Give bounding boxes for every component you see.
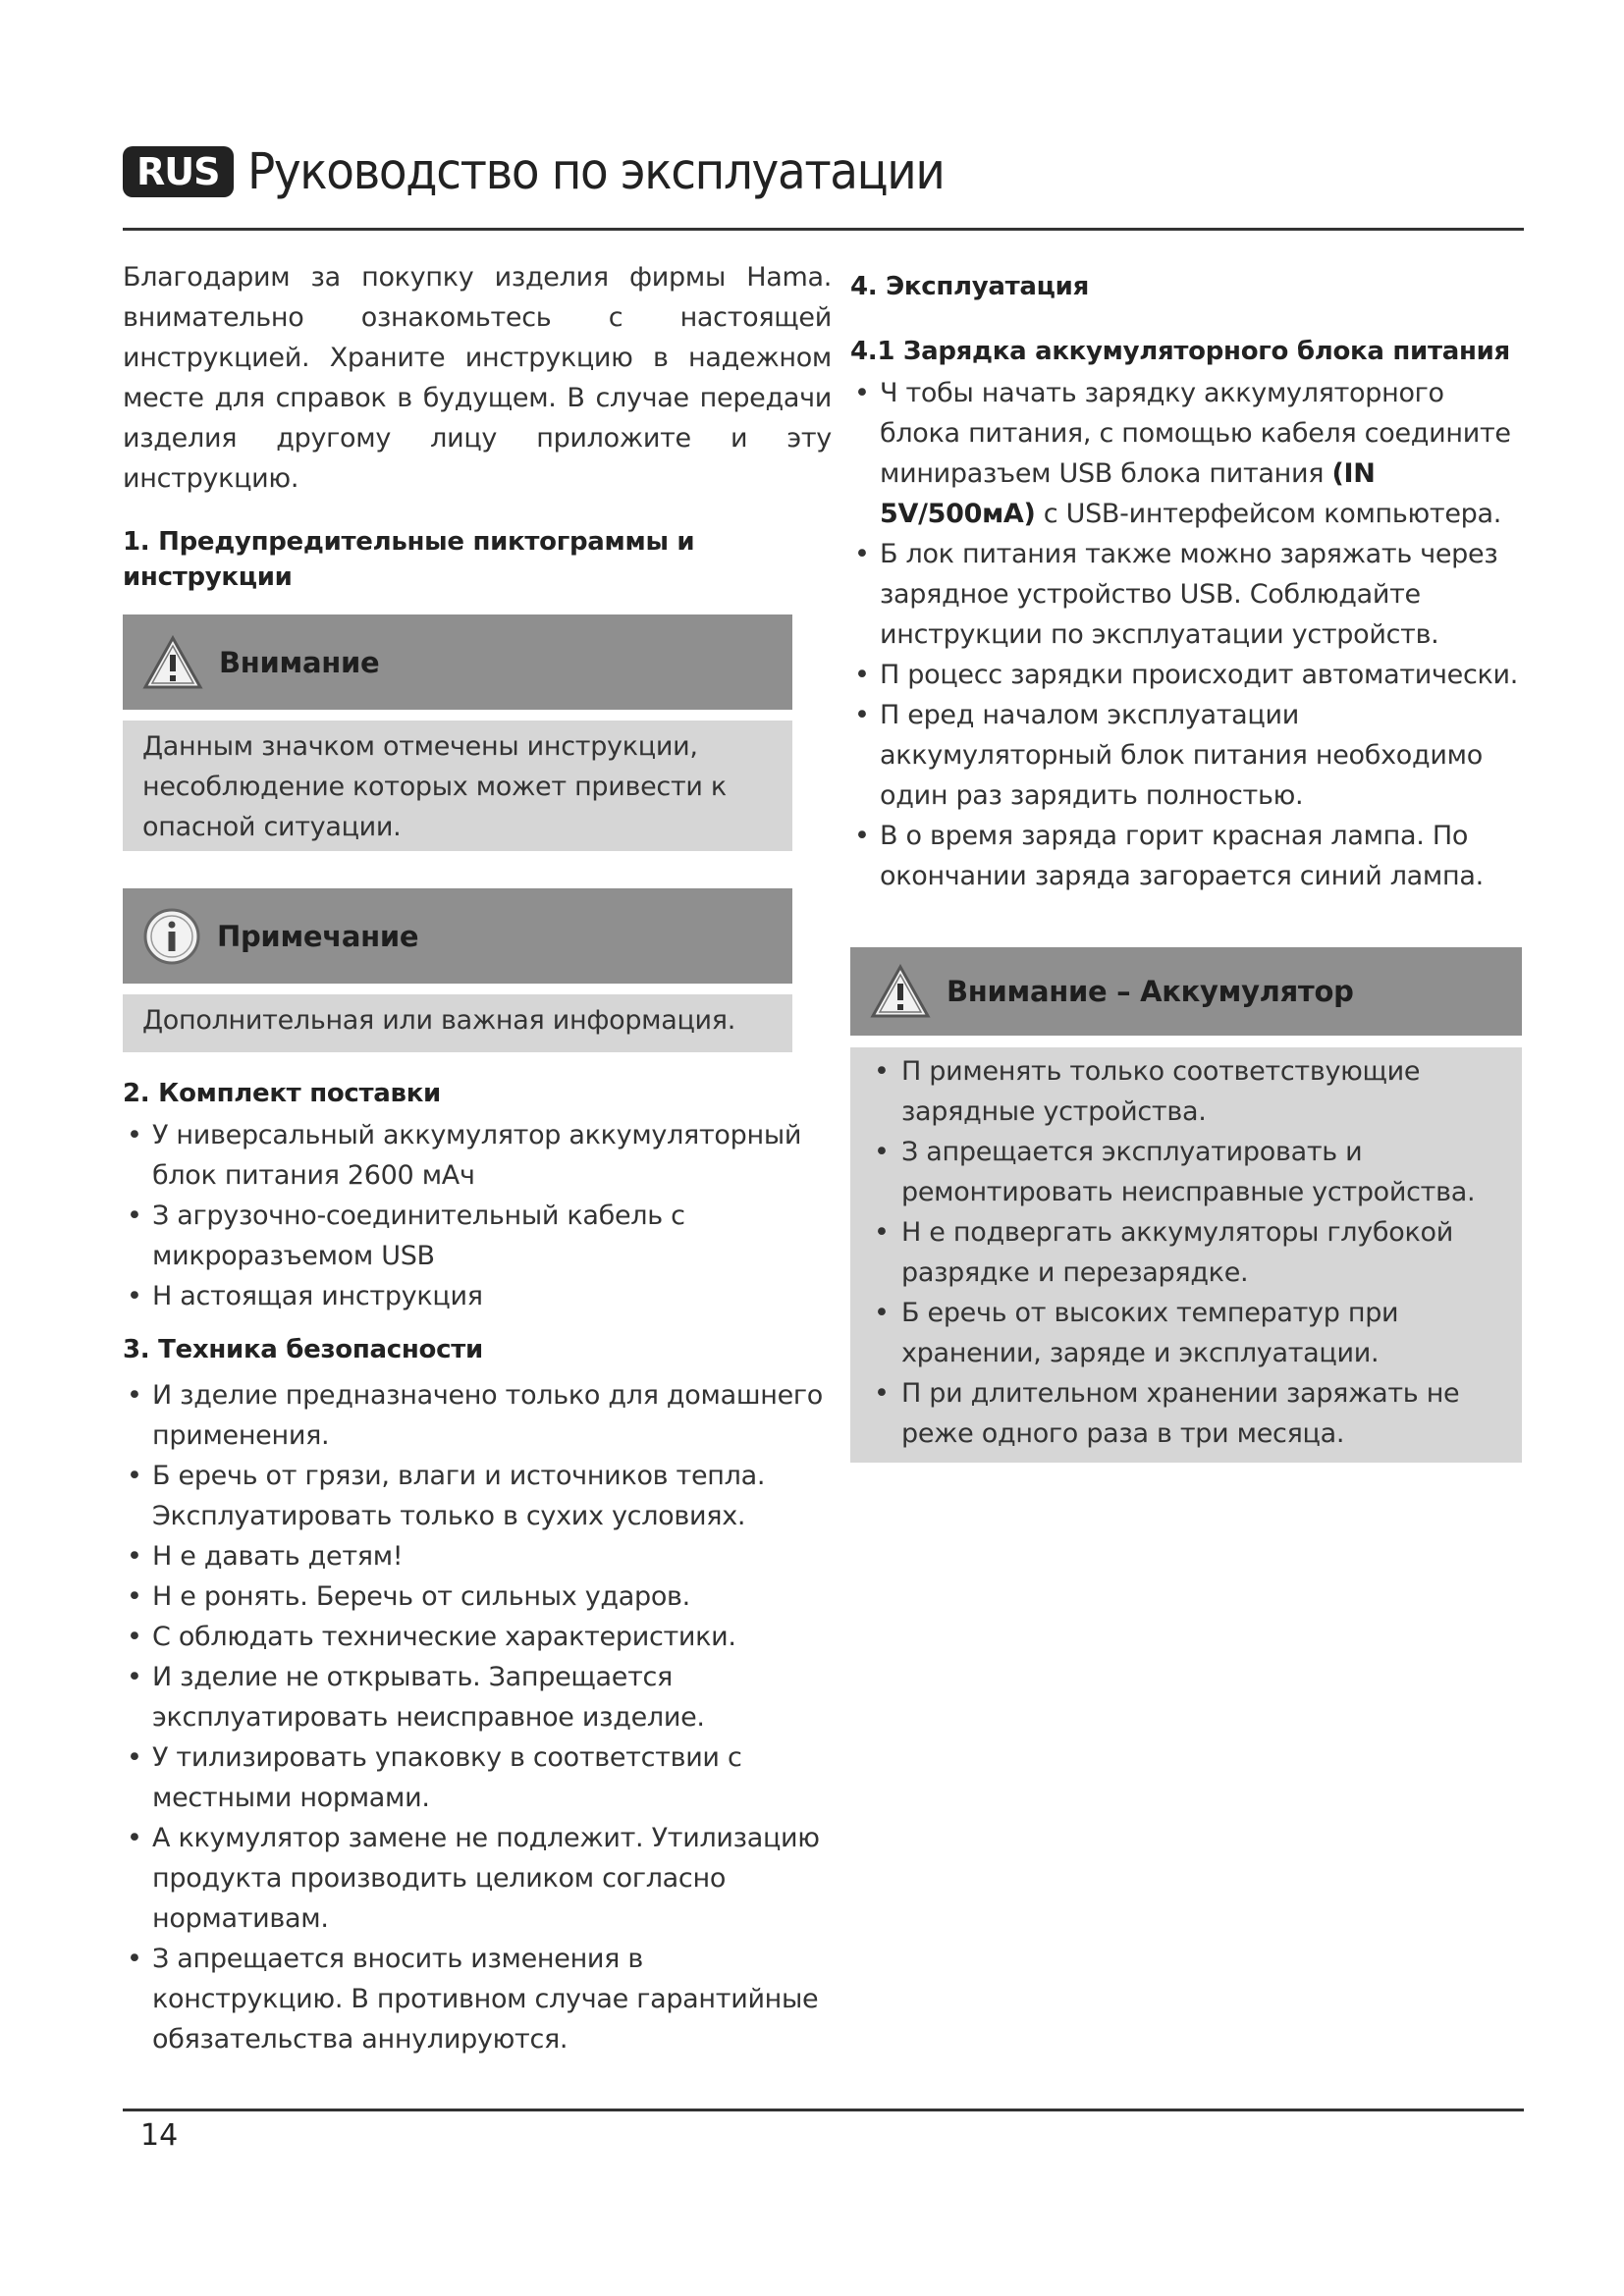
right-column [850, 257, 1532, 1463]
info-circle-icon [142, 907, 201, 966]
note-label: Примечание [217, 919, 419, 953]
page-number: 14 [140, 2118, 179, 2153]
list-item: • Б еречь от грязи, влаги и источников тепла. Эксплуатировать только в сухих условиях. [123, 1456, 832, 1536]
list-item: • П еред началом эксплуатации аккумуляторный блок питания необходимо один раз зарядить полностью. [850, 695, 1532, 816]
battery-warning-list [870, 1051, 1502, 1454]
page-header [123, 137, 1004, 206]
list-item: • А ккумулятор замене не подлежит. Утилизацию продукта производить целиком согласно нормативам. [123, 1818, 832, 1939]
header-rule [123, 228, 1524, 231]
list-item: • Б еречь от высоких температур при хранении, заряде и эксплуатации. [870, 1293, 1502, 1373]
warning-notice [123, 614, 792, 851]
section-1-heading: 1. Предупредительные пиктограммы и инструкции [123, 527, 695, 592]
list-item: • И зделие предназначено только для домашнего применения. [123, 1375, 832, 1456]
section-3-heading: 3. Техника безопасности [123, 1335, 483, 1364]
battery-warning-header [850, 947, 1522, 1036]
section-4-heading: 4. Эксплуатация [850, 272, 1089, 301]
warning-label: Внимание [219, 645, 380, 679]
note-notice-header [123, 888, 792, 984]
list-item: • П ри длительном хранении заряжать не реже одного раза в три месяца. [870, 1373, 1502, 1454]
list-item: • З апрещается эксплуатировать и ремонтировать неисправные устройства. [870, 1132, 1502, 1212]
list-item: • Н е подвергать аккумуляторы глубокой разрядке и перезарядке. [870, 1212, 1502, 1293]
list-item: • В о время заряда горит красная лампа. По окончании заряда загорается синий лампа. [850, 816, 1532, 896]
left-column [123, 257, 832, 2059]
warning-notice-header [123, 614, 792, 710]
list-item: • Б лок питания также можно заряжать через зарядное устройство USB. Соблюдайте инструкции по эксплуатации устройств. [850, 534, 1532, 655]
safety-list [123, 1375, 832, 2059]
list-item: • П роцесс зарядки происходит автоматически. [850, 655, 1532, 695]
list-item: • У тилизировать упаковку в соответствии с местными нормами. [123, 1737, 832, 1818]
list-item: • Н е ронять. Беречь от сильных ударов. [123, 1576, 832, 1617]
warning-triangle-icon [870, 964, 931, 1019]
note-text: Дополнительная или важная информация. [142, 1005, 736, 1036]
note-notice-body [123, 994, 792, 1052]
list-item [850, 373, 1532, 534]
package-contents-list [123, 1115, 832, 1316]
section-2-heading: 2. Комплект поставки [123, 1079, 441, 1108]
section-4-1-heading: 4.1 Зарядка аккумуляторного блока питания [850, 337, 1510, 366]
charging-item-text: Ч тобы начать зарядку аккумуляторного блока питания, с помощью кабеля соедините миниразъем USB блока питания [880, 378, 1511, 489]
battery-warning-body [850, 1047, 1522, 1463]
list-item: • С облюдать технические характеристики. [123, 1617, 832, 1657]
list-item: • Н е давать детям! [123, 1536, 832, 1576]
list-item: • П рименять только соответствующие зарядные устройства. [870, 1051, 1502, 1132]
intro-paragraph: Благодарим за покупку изделия фирмы Hama. внимательно ознакомьтесь с настоящей инструкцией. Храните инструкцию в надежном месте для справок в будущем. В случае передачи изделия другому лицу приложите и эту инструкцию. [123, 262, 832, 494]
language-badge: RUS [123, 146, 234, 197]
footer-rule [123, 2109, 1524, 2111]
warning-triangle-icon [142, 635, 203, 690]
list-item: • У ниверсальный аккумулятор аккумуляторный блок питания 2600 мАч [123, 1115, 832, 1196]
list-item: • И зделие не открывать. Запрещается эксплуатировать неисправное изделие. [123, 1657, 832, 1737]
warning-text: Данным значком отмечены инструкции, несоблюдение которых может привести к опасной ситуации. [142, 731, 727, 842]
warning-notice-body [123, 721, 792, 851]
list-item: • З апрещается вносить изменения в конструкцию. В противном случае гарантийные обязательства аннулируются. [123, 1939, 832, 2059]
list-item: • Н астоящая инструкция [123, 1276, 832, 1316]
list-item: • З агрузочно-соединительный кабель с микроразъемом USB [123, 1196, 832, 1276]
battery-warning-label: Внимание – Аккумулятор [947, 975, 1354, 1008]
charging-item-text: с USB-интерфейсом компьютера. [1035, 499, 1502, 529]
usb-input-spec: (IN 5V/500мА) [880, 458, 1376, 529]
charging-list [850, 373, 1532, 896]
note-notice [123, 888, 792, 1052]
battery-warning-notice [850, 947, 1522, 1463]
page-title: Руководство по эксплуатации [246, 142, 944, 201]
